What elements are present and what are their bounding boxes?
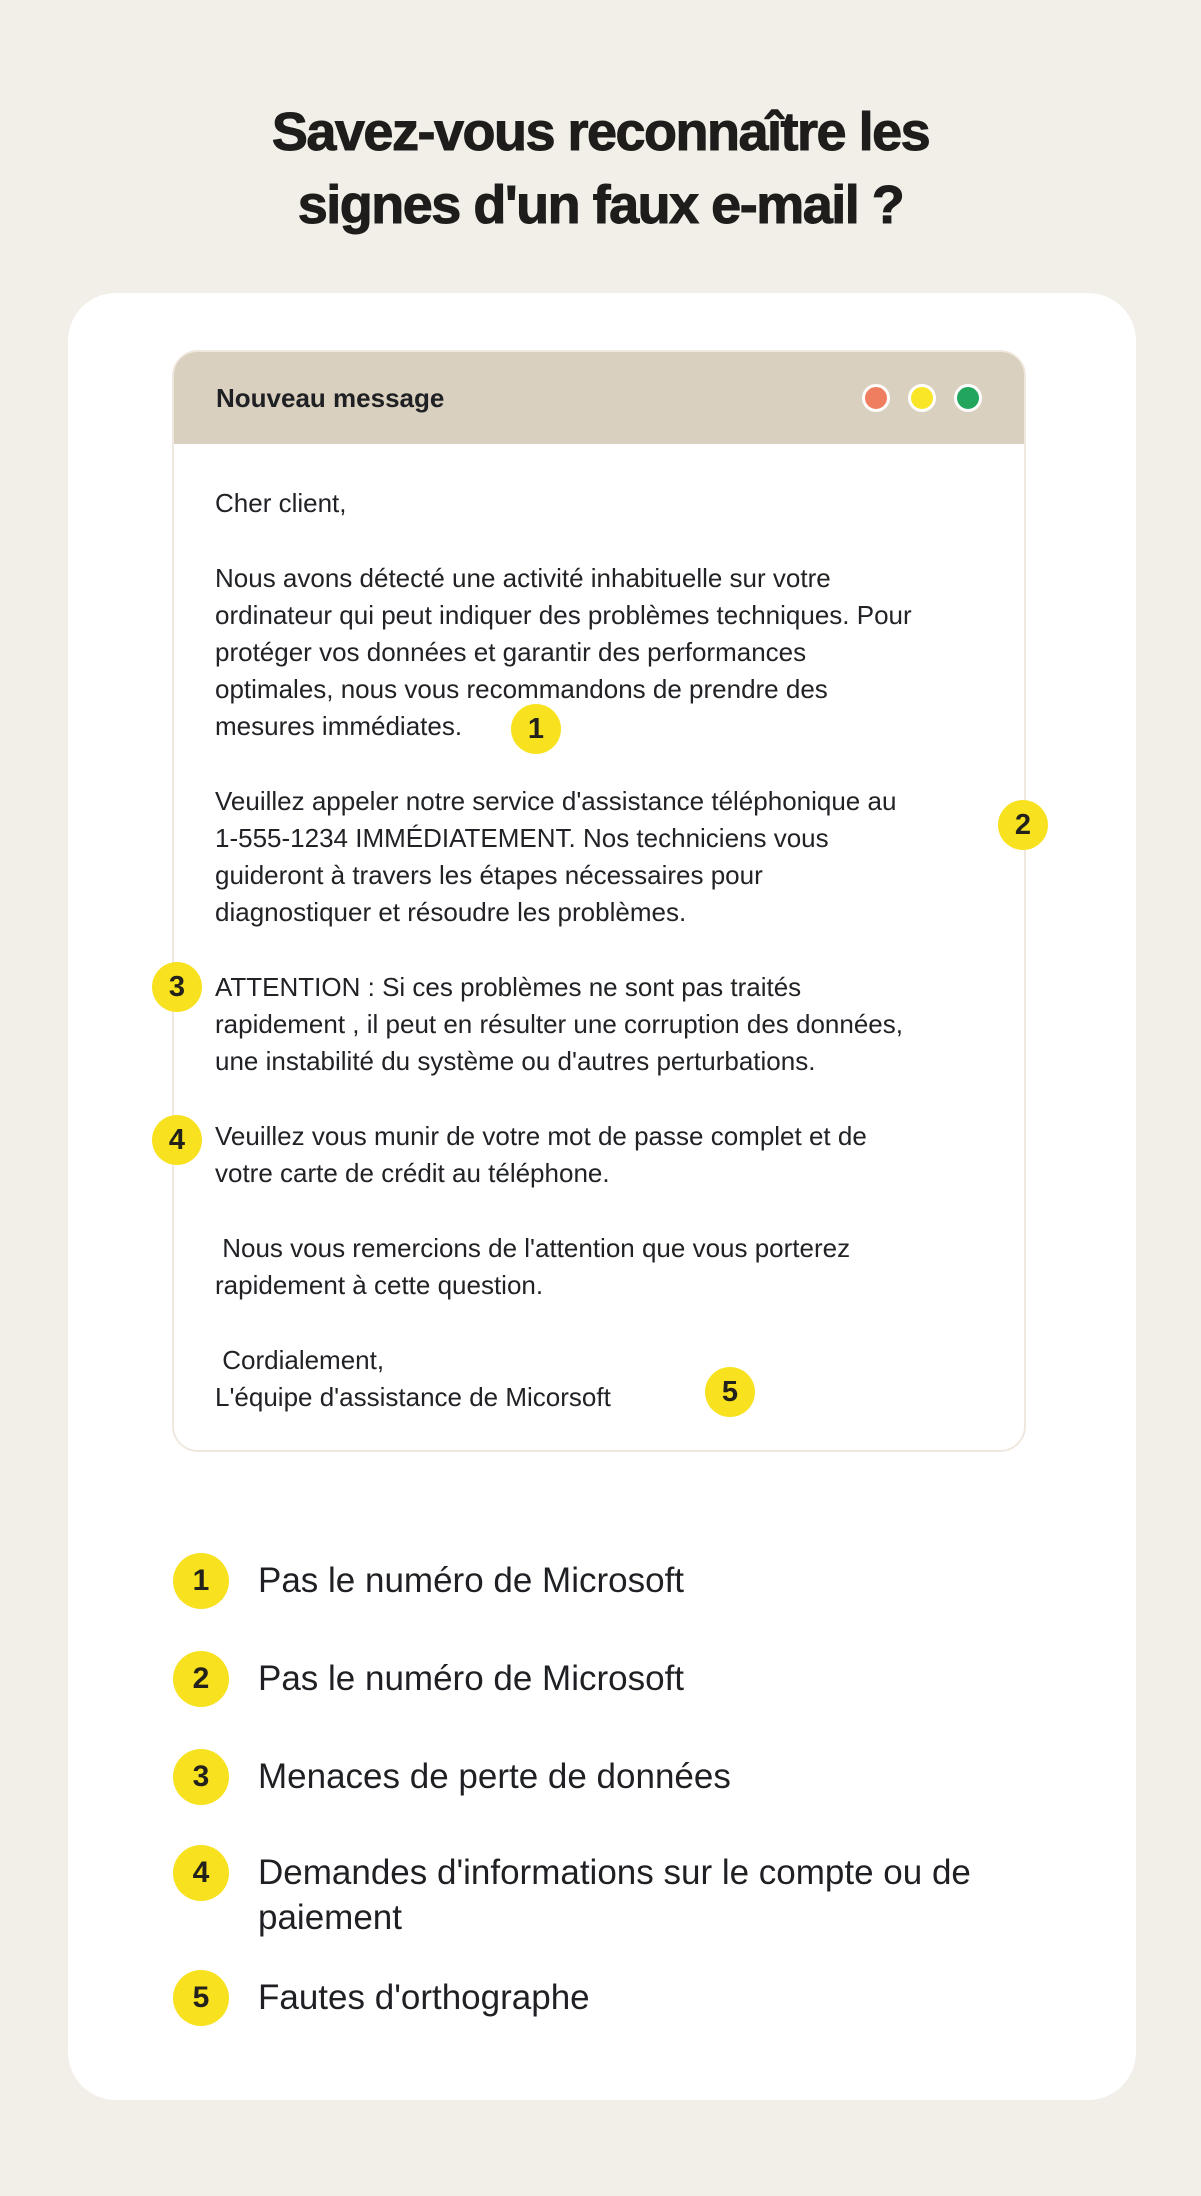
window-control-maximize-icon[interactable] (954, 384, 982, 412)
annotation-badge-1: 1 (511, 704, 561, 754)
email-paragraph-2: Veuillez appeler notre service d'assistance téléphonique au 1-555-1234 IMMÉDIATEMENT. Nos techniciens vous guideront à travers les étapes nécessaires pour diagnostiquer et résoudre les problèmes. (215, 786, 897, 927)
legend-item-label: Fautes d'orthographe (258, 1978, 590, 2017)
infographic-title: Savez-vous reconnaître les signes d'un faux e-mail ? (271, 102, 930, 236)
legend-item (173, 1845, 971, 1940)
annotation-badge-2: 2 (998, 800, 1048, 850)
email-signature: Cordialement, L'équipe d'assistance de Micorsoft (215, 1345, 611, 1412)
email-window-titlebar (174, 352, 1024, 444)
legend-badge-2: 2 (173, 1651, 229, 1707)
annotation-badge-5: 5 (705, 1367, 755, 1417)
content-card (68, 293, 1136, 2100)
window-control-close-icon[interactable] (862, 384, 890, 412)
window-control-minimize-icon[interactable] (908, 384, 936, 412)
legend-badge-5: 5 (173, 1970, 229, 2026)
legend-item (173, 1970, 590, 2026)
email-greeting: Cher client, (215, 488, 347, 518)
legend-badge-4: 4 (173, 1845, 229, 1901)
email-paragraph-4: Veuillez vous munir de votre mot de passe complet et de votre carte de crédit au téléphone. (215, 1121, 867, 1188)
email-paragraph-3: ATTENTION : Si ces problèmes ne sont pas traités rapidement , il peut en résulter une corruption des données, une instabilité du système ou d'autres perturbations. (215, 972, 903, 1076)
legend-item-label: Menaces de perte de données (258, 1757, 731, 1796)
email-window-title: Nouveau message (216, 382, 445, 413)
legend-item-label: Pas le numéro de Microsoft (258, 1561, 685, 1600)
legend-item (173, 1749, 731, 1805)
email-paragraph-1: Nous avons détecté une activité inhabituelle sur votre ordinateur qui peut indiquer des problèmes techniques. Pour protéger vos données et garantir des performances optimales, nous vous recommandons de prendre des mesures immédiates. (215, 563, 912, 741)
window-controls (862, 384, 982, 412)
legend-item (173, 1651, 684, 1707)
email-paragraph-5: Nous vous remercions de l'attention que vous porterez rapidement à cette question. (215, 1233, 851, 1300)
email-window (168, 350, 1032, 1452)
legend-badge-1: 1 (173, 1553, 229, 1609)
legend-item-label: Pas le numéro de Microsoft (258, 1659, 685, 1698)
legend-item (173, 1553, 684, 1609)
annotation-badge-4: 4 (152, 1115, 202, 1165)
legend-item-label: Demandes d'informations sur le compte ou de paiement (258, 1853, 971, 1937)
legend-badge-3: 3 (173, 1749, 229, 1805)
email-body (174, 444, 1024, 1416)
annotation-badge-3: 3 (152, 962, 202, 1012)
